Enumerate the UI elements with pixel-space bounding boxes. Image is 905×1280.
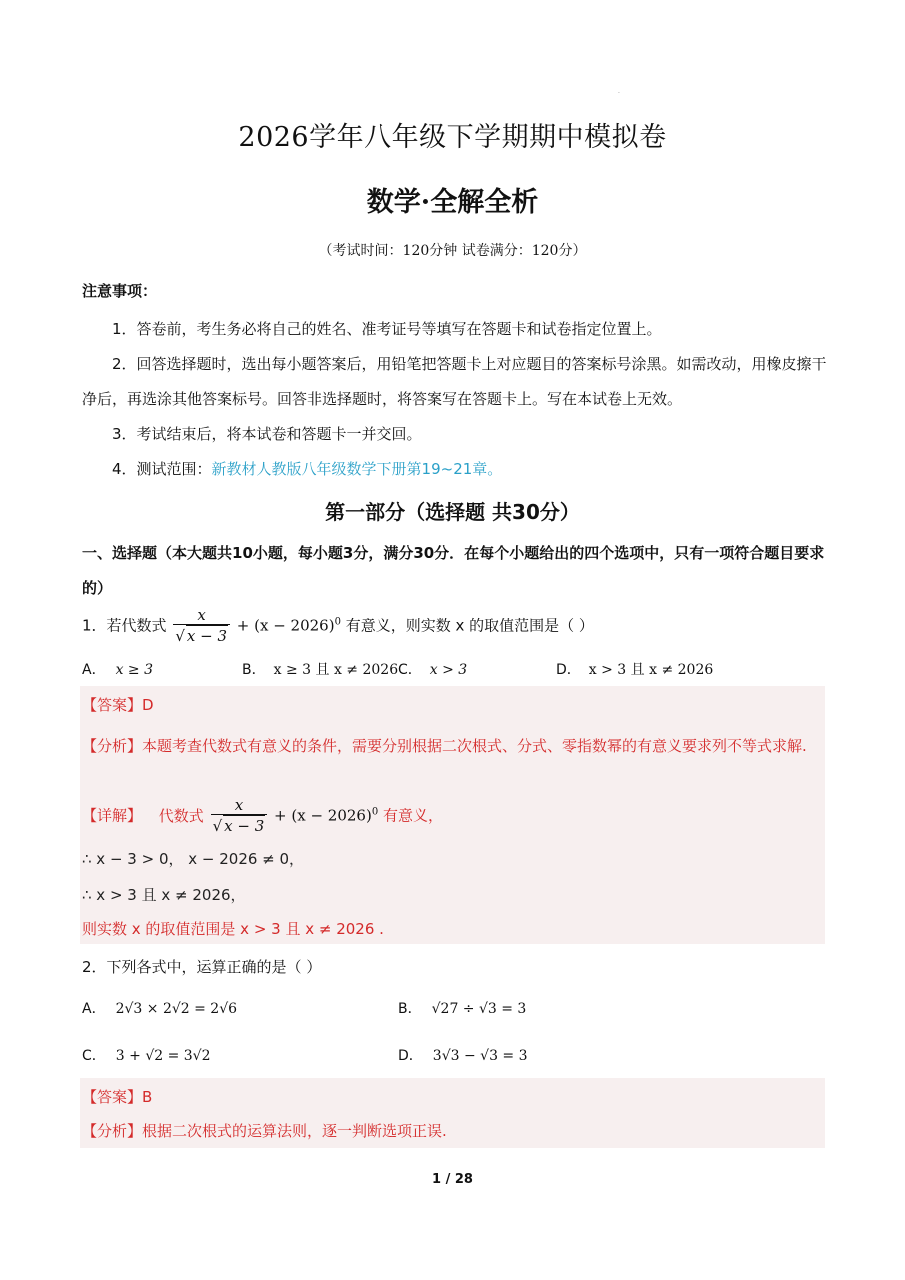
- q1-expr-tail: + (x − 2026): [236, 616, 335, 635]
- notice-list: [82, 312, 827, 487]
- q2-stem: 2．下列各式中，运算正确的是（ ）: [82, 958, 322, 976]
- q2-option-c: C． 3 + √2 = 3√2: [82, 1048, 211, 1064]
- q1-option-d: D． x > 3 且 x ≠ 2026: [556, 662, 714, 678]
- q1-detail-prefix: 代数式: [158, 806, 204, 825]
- part1-intro: 一、选择题（本大题共10小题，每小题3分，满分30分．在每个小题给出的四个选项中，只有一项符合题目要求的）: [82, 544, 825, 597]
- notice-title: 注意事项：: [82, 282, 158, 300]
- q1-detail-label: 【详解】: [82, 806, 143, 825]
- q1-frac-den: x − 3: [186, 627, 227, 645]
- exam-subtitle: 数学·全解全析: [366, 187, 539, 218]
- q1-step-1: ∴ x − 3 > 0， x − 2026 ≠ 0，: [82, 850, 305, 868]
- q2-analysis: 【分析】根据二次根式的运算法则，逐一判断选项正误.: [82, 1122, 447, 1140]
- q2-option-d: D． 3√3 − √3 = 3: [398, 1048, 528, 1064]
- q1-option-b: B． x ≥ 3 且 x ≠ 2026: [242, 662, 399, 678]
- q1-prefix: 1．若代数式: [82, 616, 167, 635]
- q1-exponent: 0: [334, 616, 341, 628]
- q1-suffix: 有意义，则实数 x 的取值范围是（ ）: [345, 616, 594, 635]
- part1-title: 第一部分（选择题 共30分）: [325, 500, 580, 524]
- q1-fraction: $\frac{x}{√ x - 3}$: [173, 606, 230, 646]
- exam-title: 2026学年八年级下学期期中模拟卷: [238, 122, 667, 153]
- scope-label: 4．测试范围：: [112, 460, 212, 478]
- q1-step-2: ∴ x > 3 且 x ≠ 2026，: [82, 886, 246, 904]
- q1-option-a: A． x ≥ 3: [82, 662, 154, 678]
- scope-value: 新教材人教版八年级数学下册第19~21章。: [211, 460, 503, 478]
- q1-answer: 【答案】D: [82, 696, 154, 714]
- q1-analysis: 【分析】本题考查代数式有意义的条件，需要分别根据二次根式、分式、零指数幂的有意义要求列不等式求解.: [82, 737, 807, 755]
- q2-option-b: B． √27 ÷ √3 = 3: [398, 1001, 527, 1017]
- q1-detail: 【详解】 代数式 $\frac{x}{√ x - 3}$ + $(x - 2026)^0$ 有意义，: [82, 796, 443, 835]
- q1-option-c: C． x > 3: [398, 662, 468, 678]
- page-number: 1 / 28: [432, 1172, 473, 1187]
- q2-option-a: A． 2√3 × 2√2 = 2√6: [82, 1001, 238, 1017]
- scan-dot: ·: [618, 90, 620, 97]
- q1-frac-num: x: [197, 606, 206, 624]
- q1-conclusion: 则实数 x 的取值范围是 x > 3 且 x ≠ 2026 .: [82, 920, 384, 938]
- q1-detail-suffix: 有意义，: [382, 806, 443, 825]
- q1-detail-tail: + (x − 2026): [274, 806, 372, 825]
- notice-item-1: 1．答卷前，考生务必将自己的姓名、准考证号等填写在答题卡和试卷指定位置上。: [112, 320, 662, 338]
- notice-item-3: 3．考试结束后，将本试卷和答题卡一并交回。: [112, 425, 422, 443]
- q2-answer: 【答案】B: [82, 1088, 153, 1106]
- exam-meta: （考试时间：120分钟 试卷满分：120分）: [318, 243, 587, 259]
- q1-stem: [82, 606, 594, 646]
- notice-item-4: [82, 452, 827, 487]
- q1-detail-fraction: $\frac{x}{√ x - 3}$: [211, 796, 268, 836]
- notice-item-2: 2．回答选择题时，选出每小题答案后，用铅笔把答题卡上对应题目的答案标号涂黑。如需改动，用橡皮擦干净后，再选涂其他答案标号。回答非选择题时，将答案写在答题卡上。写在本试卷上无效。: [82, 355, 827, 408]
